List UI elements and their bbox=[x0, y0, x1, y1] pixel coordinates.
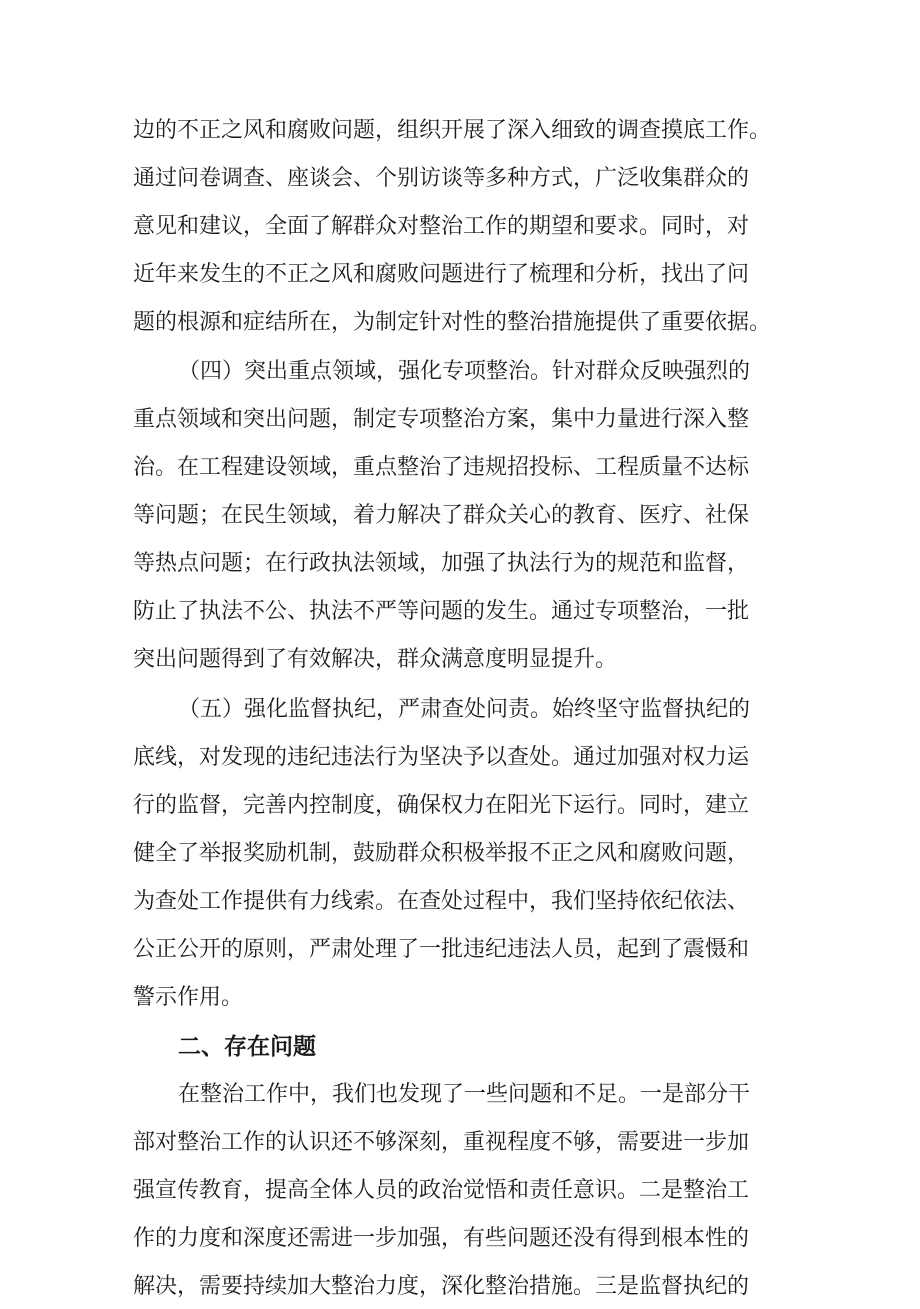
line-text: 题的根源和症结所在，为制定针对性的整治措施提供了重要依据。 bbox=[133, 310, 772, 335]
paragraph-line bbox=[0, 205, 920, 249]
section-heading bbox=[0, 1025, 920, 1069]
paragraph-line bbox=[0, 301, 920, 345]
line-text: 意见和建议，全面了解群众对整治工作的期望和要求。同时，对 bbox=[133, 214, 750, 239]
line-text: 重点领域和突出问题，制定专项整治方案，集中力量进行深入整 bbox=[133, 407, 750, 432]
paragraph-line bbox=[0, 688, 920, 732]
paragraph-line bbox=[0, 832, 920, 876]
line-text: 行的监督，完善内控制度，确保权力在阳光下运行。同时，建立 bbox=[133, 793, 750, 818]
paragraph-line bbox=[0, 590, 920, 634]
paragraph-line bbox=[0, 446, 920, 490]
paragraph-line bbox=[0, 880, 920, 924]
heading-text: 二、存在问题 bbox=[178, 1034, 316, 1060]
line-text: 作的力度和深度还需进一步加强，有些问题还没有得到根本性的 bbox=[133, 1226, 750, 1251]
paragraph-line bbox=[0, 398, 920, 442]
paragraph-line bbox=[0, 1265, 920, 1309]
line-text: 为查处工作提供有力线索。在查处过程中，我们坚持依纪依法、 bbox=[133, 889, 750, 914]
line-text: 治。在工程建设领域，重点整治了违规招投标、工程质量不达标 bbox=[133, 455, 750, 480]
line-text: 在整治工作中，我们也发现了一些问题和不足。一是部分干 bbox=[178, 1082, 751, 1107]
paragraph-line bbox=[0, 350, 920, 394]
paragraph-line bbox=[0, 976, 920, 1020]
paragraph-line bbox=[0, 157, 920, 201]
line-text: 强宣传教育，提高全体人员的政治觉悟和责任意识。二是整治工 bbox=[133, 1178, 750, 1203]
line-text: 通过问卷调查、座谈会、个别访谈等多种方式，广泛收集群众的 bbox=[133, 166, 750, 191]
line-text: 防止了执法不公、执法不严等问题的发生。通过专项整治，一批 bbox=[133, 599, 750, 624]
line-text: （五）强化监督执纪，严肃查处问责。始终坚守监督执纪的 bbox=[178, 697, 751, 722]
line-text: 解决，需要持续加大整治力度，深化整治措施。三是监督执纪的 bbox=[133, 1274, 750, 1299]
line-text: 公正公开的原则，严肃处理了一批违纪违法人员，起到了震慑和 bbox=[133, 937, 750, 962]
line-text: 部对整治工作的认识还不够深刻，重视程度不够，需要进一步加 bbox=[133, 1130, 750, 1155]
line-text: 警示作用。 bbox=[133, 985, 244, 1010]
paragraph-line bbox=[0, 1073, 920, 1117]
paragraph-line bbox=[0, 542, 920, 586]
paragraph-line bbox=[0, 928, 920, 972]
paragraph-line bbox=[0, 109, 920, 153]
line-text: 健全了举报奖励机制，鼓励群众积极举报不正之风和腐败问题， bbox=[133, 841, 750, 866]
line-text: 等问题；在民生领域，着力解决了群众关心的教育、医疗、社保 bbox=[133, 503, 750, 528]
line-text: 突出问题得到了有效解决，群众满意度明显提升。 bbox=[133, 647, 618, 672]
line-text: （四）突出重点领域，强化专项整治。针对群众反映强烈的 bbox=[178, 359, 751, 384]
paragraph-line bbox=[0, 1121, 920, 1165]
line-text: 等热点问题；在行政执法领域，加强了执法行为的规范和监督， bbox=[133, 551, 750, 576]
line-text: 边的不正之风和腐败问题，组织开展了深入细致的调查摸底工作。 bbox=[133, 118, 772, 143]
paragraph-line bbox=[0, 1169, 920, 1213]
paragraph-line bbox=[0, 736, 920, 780]
paragraph-line bbox=[0, 253, 920, 297]
line-text: 近年来发生的不正之风和腐败问题进行了梳理和分析，找出了问 bbox=[133, 262, 750, 287]
paragraph-line bbox=[0, 494, 920, 538]
paragraph-line bbox=[0, 1217, 920, 1261]
line-text: 底线，对发现的违纪违法行为坚决予以查处。通过加强对权力运 bbox=[133, 745, 750, 770]
paragraph-line bbox=[0, 638, 920, 682]
paragraph-line bbox=[0, 784, 920, 828]
